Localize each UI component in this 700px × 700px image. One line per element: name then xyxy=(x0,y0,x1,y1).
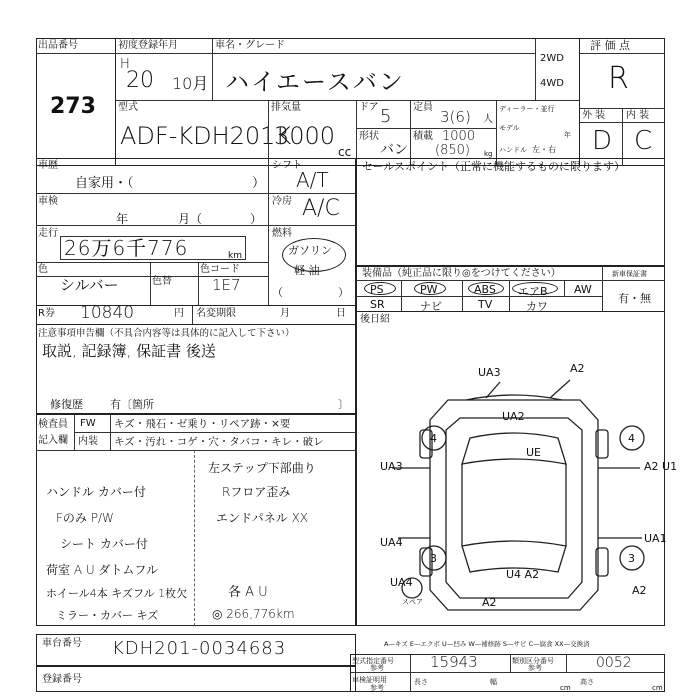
equip-leather: カワ xyxy=(526,300,548,313)
capacity-label: 定員 xyxy=(413,102,433,113)
fuel-value1: ガソリン xyxy=(288,244,332,257)
capacity-value: 3(6) xyxy=(440,108,471,126)
displacement-unit: cc xyxy=(338,145,352,159)
registration-label: 登録番号 xyxy=(42,674,82,685)
cert-sub: 参考 xyxy=(370,684,384,692)
color-code-value: 1E7 xyxy=(212,276,241,294)
load-value2: (850) xyxy=(435,143,470,158)
inspector-note-3: シート カバー付 xyxy=(60,537,148,551)
category-sub: 参考 xyxy=(528,664,542,672)
dealer-label: ディーラー・並行 xyxy=(499,105,555,113)
type-label: 型式指定番号 xyxy=(352,657,394,665)
r-ticket-unit: 円 xyxy=(174,308,184,319)
name-change-day: 日 xyxy=(336,308,346,319)
aircon-value: A/C xyxy=(302,196,340,221)
damage-mark-ua3-left: UA3 xyxy=(380,460,403,473)
type-value: 15943 xyxy=(430,653,478,671)
repair-label: 修復歴 xyxy=(50,398,83,411)
handle-value: 左・右 xyxy=(532,145,556,154)
after-fit-label: 後日紹 xyxy=(360,314,390,325)
inspector-row1-tag: FW xyxy=(80,418,96,429)
fuel-label: 燃料 xyxy=(272,228,292,239)
spare-tire-label: スペア xyxy=(402,598,423,606)
notes-label: 注意事項申告欄（不具合内容等は具体的に記入して下さい） xyxy=(38,328,295,339)
inspector-note-1: ハンドル カバー付 xyxy=(46,485,146,499)
history-label: 車歴 xyxy=(38,160,58,171)
car-name-label: 車名・グレード xyxy=(215,40,285,51)
inspection-close: ） xyxy=(250,212,263,226)
displacement-value: 3000 xyxy=(274,122,336,150)
chassis-label: 車台番号 xyxy=(42,638,82,649)
first-reg-year: 20 xyxy=(126,68,154,93)
score-value: R xyxy=(608,61,629,96)
handle-label: ハンドル xyxy=(499,146,527,154)
doors-value: 5 xyxy=(380,106,392,127)
history-close: ） xyxy=(252,176,266,191)
inspector-label1: 検査員 xyxy=(38,419,68,430)
color-change-label: 色替 xyxy=(152,276,172,287)
cert-width: 幅 xyxy=(490,678,497,686)
lot-label: 出品番号 xyxy=(38,40,78,51)
equip-aw: AW xyxy=(574,283,592,296)
damage-mark-a2u1-right: A2 U1 xyxy=(644,460,678,473)
inspector-note-4: 荷室 A U ダトムフル xyxy=(46,563,158,577)
int-label: 内 装 xyxy=(626,110,650,121)
inspector-label2: 記入欄 xyxy=(38,435,68,446)
load-unit: kg xyxy=(484,150,493,158)
displacement-label: 排気量 xyxy=(271,102,301,113)
inspector-note-right-3: エンドパネル XX xyxy=(216,511,309,525)
cert-height: 高さ xyxy=(580,678,594,686)
shift-label: シフト xyxy=(272,160,302,171)
sales-box xyxy=(356,158,665,266)
damage-mark-4-right: 4 xyxy=(628,432,635,445)
history-value: 自家用・（ xyxy=(75,176,134,191)
dealer-model-label: モデル xyxy=(499,124,520,132)
cert-cm1: cm xyxy=(560,684,571,692)
fuel-close: ） xyxy=(338,286,349,299)
drive-2wd: 2WD xyxy=(540,53,564,64)
inspector-note-right-2: Rフロア歪み xyxy=(222,485,291,499)
recycle-label: 新車保証書 xyxy=(612,270,647,278)
color-value: シルバー xyxy=(60,276,119,294)
first-reg-label: 初度登録年月 xyxy=(118,40,178,51)
damage-mark-3-left: 3 xyxy=(430,552,437,565)
repair-close: 〕 xyxy=(338,398,349,411)
type-sub: 参考 xyxy=(370,664,384,672)
inspector-row2-tag: 内装 xyxy=(78,436,98,447)
fuel-value2: 軽 油 xyxy=(294,264,320,277)
inspector-note-right-6: 各 A U xyxy=(228,585,268,600)
capacity-unit: 人 xyxy=(483,114,493,125)
name-change-month: 月 xyxy=(280,308,290,319)
model-label: 型式 xyxy=(118,102,138,113)
shape-value: バン xyxy=(380,142,408,158)
inspector-row2: キズ・汚れ・コゲ・穴・タバコ・キレ・破レ xyxy=(114,436,324,448)
equip-pw: PW xyxy=(420,283,438,296)
drive-4wd: 4WD xyxy=(540,78,564,89)
r-ticket-label: R券 xyxy=(38,308,55,319)
car-damage-diagram xyxy=(370,360,678,620)
cert-length: 長さ xyxy=(414,678,428,686)
equip-tv: TV xyxy=(478,298,493,311)
mileage-label: 走行 xyxy=(38,228,58,239)
inspector-note-2: Fのみ P/W xyxy=(56,511,114,525)
mileage-unit: km xyxy=(228,251,242,261)
aircon-label: 冷房 xyxy=(272,196,292,207)
inspector-row1: キズ・飛石・ゼ乗り・リペア跡・×要 xyxy=(114,418,291,430)
color-code-label: 色コード xyxy=(200,264,240,275)
inspector-note-right-1: 左ステップ下部曲り xyxy=(208,461,316,475)
equip-ps: PS xyxy=(370,283,384,296)
first-reg-month: 10月 xyxy=(172,74,209,93)
inspector-note-right-7: ◎ 266,776km xyxy=(212,607,295,621)
damage-mark-ua4-left: UA4 xyxy=(380,536,403,549)
damage-mark-a2-top: A2 xyxy=(570,362,585,375)
first-reg-era: H xyxy=(120,57,130,72)
load-value: 1000 xyxy=(442,129,476,144)
lot-number: 273 xyxy=(50,94,96,119)
int-value: C xyxy=(634,126,653,156)
inspection-year: 年 xyxy=(116,212,129,226)
car-name-value: ハイエースバン xyxy=(225,68,405,96)
equip-sr: SR xyxy=(370,298,385,311)
model-value: ADF-KDH201K xyxy=(120,122,292,150)
chassis-value: KDH201-0034683 xyxy=(112,638,287,659)
inspection-month: 月（ xyxy=(178,212,203,226)
score-label: 評 価 点 xyxy=(590,39,630,52)
shift-value: A/T xyxy=(296,168,329,192)
load-label: 積載 xyxy=(413,131,433,142)
inspection-label: 車検 xyxy=(38,196,58,207)
damage-mark-a2-rear-right: A2 xyxy=(632,584,647,597)
notes-value: 取説, 記録簿, 保証書 後送 xyxy=(42,342,216,360)
equip-airb: エアB xyxy=(518,285,548,298)
shape-label: 形状 xyxy=(359,131,379,142)
doors-label: ドア xyxy=(359,102,379,113)
inspector-note-6: ミラー・カバー キズ xyxy=(56,609,159,622)
name-change-label: 名変期限 xyxy=(196,308,236,319)
damage-mark-ua2-roof: UA2 xyxy=(502,410,525,423)
category-label: 類別区分番号 xyxy=(512,657,554,665)
damage-mark-ua4-spare: UA4 xyxy=(390,576,413,589)
dealer-year-label: 年 xyxy=(564,131,571,139)
color-label: 色 xyxy=(38,264,48,275)
recycle-value: 有・無 xyxy=(618,292,651,305)
damage-mark-u4a2-rear: U4 A2 xyxy=(506,568,540,581)
ext-label: 外 装 xyxy=(582,110,606,121)
category-value: 0052 xyxy=(596,655,632,671)
damage-mark-ua1-right: UA1 xyxy=(644,532,667,545)
fuel-open: （ xyxy=(272,286,283,299)
equipment-label: 装備品（純正品に限り◎をつけてください） xyxy=(362,268,561,279)
ext-value: D xyxy=(592,126,613,156)
repair-value: 有〔箇所 xyxy=(110,398,154,411)
damage-mark-ua3-top: UA3 xyxy=(478,366,501,379)
damage-mark-a2-rear: A2 xyxy=(482,596,497,609)
damage-mark-4-left: 4 xyxy=(430,432,437,445)
inspector-note-5: ホイール4本 キズフル 1枚欠 xyxy=(46,587,188,600)
sales-point-label: セールスポイント（正常に機能するものに限ります） xyxy=(362,160,626,173)
damage-mark-ue-roof: UE xyxy=(526,446,542,459)
r-ticket-value: 10840 xyxy=(80,303,135,323)
mileage-value: 26万6千776 xyxy=(64,236,189,260)
equip-abs: ABS xyxy=(474,283,496,296)
registration-box xyxy=(36,666,356,692)
damage-legend: A—キズ E—エクボ U—凹み W—補修跡 S—サビ C—腐食 XX—交換済 xyxy=(384,640,590,648)
damage-mark-3-right: 3 xyxy=(628,552,635,565)
cert-cm2: cm xyxy=(652,684,663,692)
equip-navi: ナビ xyxy=(420,300,442,313)
cert-label: 車検証明用 xyxy=(352,676,387,684)
